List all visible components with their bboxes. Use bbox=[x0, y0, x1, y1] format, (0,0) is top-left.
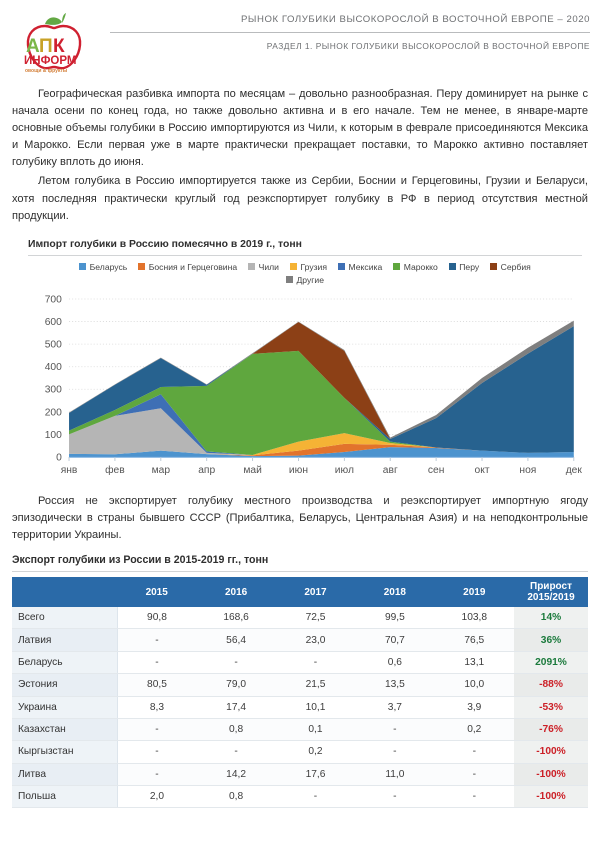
section-title: РАЗДЕЛ 1. РЫНОК ГОЛУБИКИ ВЫСОКОРОСЛОЙ В ВОСТОЧНОЙ ЕВРОПЕ bbox=[266, 41, 590, 51]
table-row-label: Беларусь bbox=[12, 651, 117, 673]
table-cell-value: 76,5 bbox=[435, 629, 514, 651]
legend-label: Перу bbox=[459, 261, 480, 272]
table-cell-value: 14,2 bbox=[196, 763, 275, 785]
table-cell-value: 72,5 bbox=[276, 607, 355, 629]
table-body bbox=[12, 607, 588, 808]
table-cell-growth: -100% bbox=[514, 786, 588, 808]
table-cell-value: 99,5 bbox=[355, 607, 434, 629]
legend-label: Сербия bbox=[500, 261, 531, 272]
svg-text:А: А bbox=[26, 36, 40, 57]
svg-text:700: 700 bbox=[44, 294, 62, 306]
table-row bbox=[12, 763, 588, 785]
table-cell-growth: 36% bbox=[514, 629, 588, 651]
table-row bbox=[12, 674, 588, 696]
header-titles bbox=[110, 14, 590, 51]
table-cell-value: - bbox=[276, 651, 355, 673]
svg-text:400: 400 bbox=[44, 361, 62, 373]
table-row bbox=[12, 607, 588, 629]
svg-text:100: 100 bbox=[44, 429, 62, 441]
legend-item bbox=[490, 262, 531, 272]
table-cell-value: - bbox=[435, 763, 514, 785]
legend-label: Мексика bbox=[348, 261, 383, 272]
x-axis-tick-label: май bbox=[243, 464, 262, 476]
legend-swatch-icon bbox=[248, 263, 255, 270]
table-row-label: Казахстан bbox=[12, 718, 117, 740]
x-axis-tick-label: авг bbox=[382, 464, 398, 476]
legend-swatch-icon bbox=[490, 263, 497, 270]
table-row-label: Украина bbox=[12, 696, 117, 718]
table-row bbox=[12, 696, 588, 718]
svg-text:овощи & фрукты: овощи & фрукты bbox=[25, 68, 68, 74]
table-row bbox=[12, 651, 588, 673]
table-cell-value: - bbox=[196, 651, 275, 673]
apk-inform-logo bbox=[18, 12, 90, 78]
chart-title-divider bbox=[28, 255, 582, 256]
x-axis-tick-label: фев bbox=[105, 464, 125, 476]
x-axis-tick-label: сен bbox=[427, 464, 445, 476]
table-row-label: Латвия bbox=[12, 629, 117, 651]
table-cell-value: 0,8 bbox=[196, 718, 275, 740]
table-cell-value: 2,0 bbox=[117, 786, 196, 808]
table-cell-value: - bbox=[355, 741, 434, 763]
table-row bbox=[12, 718, 588, 740]
chart-svg bbox=[28, 291, 582, 481]
table-cell-value: 168,6 bbox=[196, 607, 275, 629]
x-axis-tick-label: ноя bbox=[519, 464, 537, 476]
paragraph-2: Летом голубика в Россию импортируется также из Сербии, Боснии и Герцеговины, Грузии и Беларуси, хотя последняя практически круглый год реэкспортирует голубику в РФ в период отсутствия местной продукции. bbox=[12, 175, 588, 222]
table-row-label: Всего bbox=[12, 607, 117, 629]
paragraph-3: Россия не экспортирует голубику местного производства и реэкспортирует импортную ягоду эпизодически в страны бывшего СССР (Прибалтика, Беларусь, Центральная Азия) и на неподконтрольные территории Украины. bbox=[12, 494, 588, 541]
legend-swatch-icon bbox=[138, 263, 145, 270]
x-axis-tick-label: мар bbox=[151, 464, 171, 476]
svg-text:600: 600 bbox=[44, 316, 62, 328]
table-cell-value: - bbox=[355, 718, 434, 740]
export-table-block bbox=[0, 554, 600, 808]
table-title: Экспорт голубики из России в 2015-2019 гг., тонн bbox=[12, 554, 269, 567]
table-cell-value: 8,3 bbox=[117, 696, 196, 718]
legend-label: Марокко bbox=[403, 261, 438, 272]
table-cell-growth: -76% bbox=[514, 718, 588, 740]
table-cell-value: - bbox=[117, 629, 196, 651]
table-head bbox=[12, 577, 588, 607]
table-cell-growth: 14% bbox=[514, 607, 588, 629]
table-cell-value: - bbox=[355, 786, 434, 808]
export-table bbox=[12, 577, 588, 808]
legend-item bbox=[290, 262, 327, 272]
svg-text:К: К bbox=[53, 36, 65, 57]
table-cell-value: 21,5 bbox=[276, 674, 355, 696]
table-cell-growth: -100% bbox=[514, 741, 588, 763]
legend-item bbox=[138, 262, 237, 272]
table-cell-value: 0,6 bbox=[355, 651, 434, 673]
table-header-growth: Прирост 2015/2019 bbox=[514, 577, 588, 607]
table-cell-growth: 2091% bbox=[514, 651, 588, 673]
table-cell-value: 3,9 bbox=[435, 696, 514, 718]
svg-text:П: П bbox=[39, 36, 53, 57]
table-cell-value: - bbox=[276, 786, 355, 808]
svg-text:0: 0 bbox=[56, 452, 62, 464]
x-axis-tick-label: июл bbox=[334, 464, 354, 476]
legend-swatch-icon bbox=[393, 263, 400, 270]
article-body-2 bbox=[0, 493, 600, 544]
svg-text:ИНФОРМ: ИНФОРМ bbox=[24, 55, 77, 67]
chart-plot-area bbox=[28, 291, 582, 481]
legend-swatch-icon bbox=[290, 263, 297, 270]
page-header bbox=[0, 0, 600, 86]
table-cell-value: - bbox=[196, 741, 275, 763]
table-cell-value: - bbox=[435, 741, 514, 763]
table-cell-value: 0,2 bbox=[435, 718, 514, 740]
table-cell-value: 10,1 bbox=[276, 696, 355, 718]
report-title: РЫНОК ГОЛУБИКИ ВЫСОКОРОСЛОЙ В ВОСТОЧНОЙ ЕВРОПЕ – 2020 bbox=[240, 14, 590, 25]
legend-item bbox=[338, 262, 382, 272]
legend-label: Беларусь bbox=[89, 261, 128, 272]
table-cell-growth: -88% bbox=[514, 674, 588, 696]
table-cell-value: 0,2 bbox=[276, 741, 355, 763]
table-cell-value: - bbox=[117, 741, 196, 763]
table-cell-value: 0,1 bbox=[276, 718, 355, 740]
legend-item bbox=[286, 275, 324, 285]
table-cell-value: 103,8 bbox=[435, 607, 514, 629]
table-header-year: 2016 bbox=[196, 577, 275, 607]
table-row bbox=[12, 786, 588, 808]
x-axis-tick-label: окт bbox=[474, 464, 490, 476]
table-cell-value: 13,5 bbox=[355, 674, 434, 696]
table-cell-value: 0,8 bbox=[196, 786, 275, 808]
table-cell-value: 17,6 bbox=[276, 763, 355, 785]
table-cell-value: - bbox=[117, 651, 196, 673]
legend-swatch-icon bbox=[338, 263, 345, 270]
table-header-year: 2015 bbox=[117, 577, 196, 607]
paragraph-1: Географическая разбивка импорта по месяцам – довольно разнообразная. Перу доминирует на рынке с начала осени по конец года, но также довольно активна и в его начале. Тем не менее, в январе-марте основные объемы голубики в Россию импортируются из Чили, к которым в феврале присоединяются Мексика и Марокко. Если первая уже в марте практически прекращает поставки, то Марокко активно поставляет голубику вплоть до июня. bbox=[12, 88, 588, 169]
article-body bbox=[0, 86, 600, 225]
table-header-year: 2018 bbox=[355, 577, 434, 607]
svg-text:500: 500 bbox=[44, 339, 62, 351]
legend-label: Другие bbox=[296, 274, 324, 285]
table-cell-value: 17,4 bbox=[196, 696, 275, 718]
table-row-label: Литва bbox=[12, 763, 117, 785]
table-cell-growth: -53% bbox=[514, 696, 588, 718]
legend-item bbox=[449, 262, 479, 272]
x-axis-tick-label: дек bbox=[565, 464, 582, 476]
legend-label: Грузия bbox=[300, 261, 328, 272]
table-cell-value: 79,0 bbox=[196, 674, 275, 696]
table-row bbox=[12, 629, 588, 651]
table-row-label: Эстония bbox=[12, 674, 117, 696]
table-row bbox=[12, 741, 588, 763]
table-cell-value: 80,5 bbox=[117, 674, 196, 696]
legend-label: Чили bbox=[258, 261, 279, 272]
table-cell-value: 13,1 bbox=[435, 651, 514, 673]
table-cell-value: 90,8 bbox=[117, 607, 196, 629]
legend-item bbox=[248, 262, 279, 272]
table-header-row bbox=[12, 577, 588, 607]
table-cell-value: 3,7 bbox=[355, 696, 434, 718]
legend-item bbox=[393, 262, 438, 272]
table-cell-value: - bbox=[117, 718, 196, 740]
legend-swatch-icon bbox=[449, 263, 456, 270]
x-axis-tick-label: июн bbox=[288, 464, 309, 476]
table-header-corner bbox=[12, 577, 117, 607]
chart-title: Импорт голубики в Россию помесячно в 2019 г., тонн bbox=[28, 238, 302, 250]
svg-text:300: 300 bbox=[44, 384, 62, 396]
legend-label: Босния и Герцеговина bbox=[148, 261, 238, 272]
svg-text:200: 200 bbox=[44, 407, 62, 418]
table-title-divider bbox=[12, 571, 588, 572]
table-header-year: 2017 bbox=[276, 577, 355, 607]
x-axis-tick-label: апр bbox=[198, 464, 216, 476]
table-cell-value: - bbox=[117, 763, 196, 785]
table-header-year: 2019 bbox=[435, 577, 514, 607]
legend-item bbox=[79, 262, 127, 272]
table-cell-value: 23,0 bbox=[276, 629, 355, 651]
legend-swatch-icon bbox=[286, 276, 293, 283]
x-axis-tick-label: янв bbox=[60, 464, 78, 476]
table-row-label: Польша bbox=[12, 786, 117, 808]
table-cell-value: 10,0 bbox=[435, 674, 514, 696]
table-row-label: Кыргызстан bbox=[12, 741, 117, 763]
table-cell-growth: -100% bbox=[514, 763, 588, 785]
table-cell-value: 56,4 bbox=[196, 629, 275, 651]
table-cell-value: - bbox=[435, 786, 514, 808]
legend-swatch-icon bbox=[79, 263, 86, 270]
table-cell-value: 11,0 bbox=[355, 763, 434, 785]
chart-legend bbox=[28, 262, 582, 291]
import-chart bbox=[0, 239, 600, 481]
table-cell-value: 70,7 bbox=[355, 629, 434, 651]
